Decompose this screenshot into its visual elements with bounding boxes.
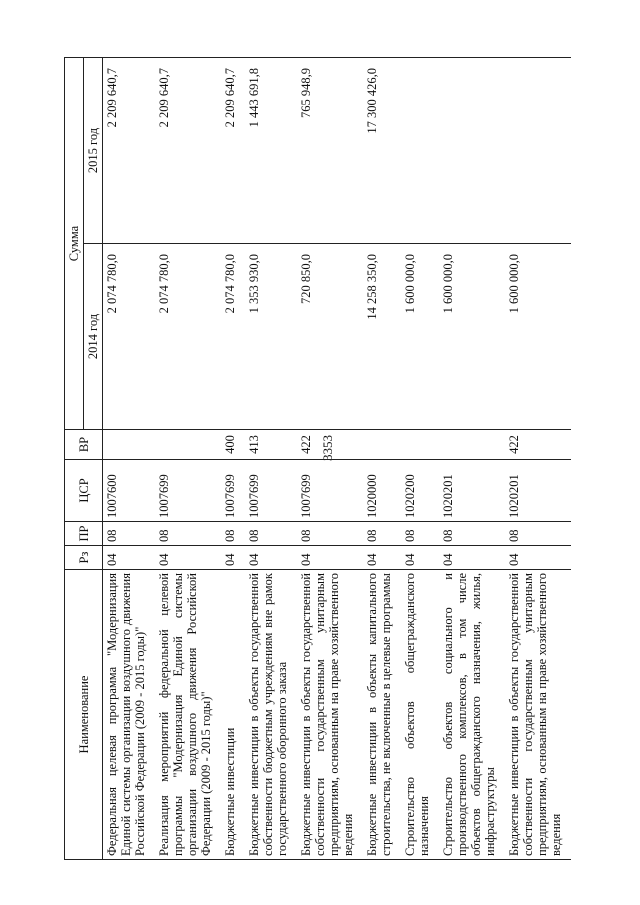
row-pr: 08 [221,522,245,546]
row-csr: 1020000 [363,460,401,522]
row-csr: 1007600 [103,460,156,522]
row-sum-2014: 14 258 350,0 [363,244,401,430]
row-csr: 1020200 [401,460,439,522]
row-rz: 04 [439,546,505,570]
row-sum-2014: 720 850,0 [297,244,363,430]
row-name: Строительство объектов социального и производственного комплексов, в том числе объектов общегражданского назначения, жилья, инфраструктуры [439,570,505,860]
row-name: Бюджетные инвестиции в объекты государственной собственности бюджетным учреждениям вне рамок государственного оборонного заказа [245,570,297,860]
row-pr: 08 [103,522,156,546]
table-row [297,58,363,860]
table-row [401,58,439,860]
row-csr: 1020201 [505,460,571,522]
row-sum-2015 [505,58,571,244]
row-vr: 400 [221,430,245,460]
table-row [363,58,401,860]
row-sum-2014: 2 074 780,0 [155,244,221,430]
table-row [439,58,505,860]
row-sum-2015 [401,58,439,244]
row-sum-2015: 2 209 640,7 [103,58,156,244]
row-name: Бюджетные инвестиции в объекты государственной собственности государственным унитарным предприятиям, основанным на праве хозяйственного ведения [297,570,363,860]
page-number: 3353 [320,435,335,461]
row-pr: 08 [439,522,505,546]
table-row [103,58,156,860]
row-sum-2015: 2 209 640,7 [155,58,221,244]
header-vr: ВР [65,430,103,460]
row-vr [401,430,439,460]
header-csr: ЦСР [65,460,103,522]
row-pr: 08 [363,522,401,546]
table-row [155,58,221,860]
header-sum: Сумма [65,58,84,430]
row-vr: 413 [245,430,297,460]
row-sum-2015: 2 209 640,7 [221,58,245,244]
header-name: Наименование [65,570,103,860]
row-sum-2015 [439,58,505,244]
row-sum-2015: 17 300 426,0 [363,58,401,244]
row-vr [103,430,156,460]
row-sum-2014: 1 353 930,0 [245,244,297,430]
row-name: Реализация мероприятий федеральной целевой программы "Модернизация Единой системы организации воздушного движения Российской Федерации (2009 - 2015 годы)" [155,570,221,860]
row-rz: 04 [505,546,571,570]
row-csr: 1007699 [221,460,245,522]
row-name: Федеральная целевая программа "Модернизация Единой системы организации воздушного движения Российской Федерации (2009 - 2015 годы)" [103,570,156,860]
row-sum-2014: 1 600 000,0 [505,244,571,430]
row-rz: 04 [401,546,439,570]
row-sum-2014: 1 600 000,0 [439,244,505,430]
row-name: Бюджетные инвестиции в объекты государственной собственности государственным унитарным предприятиям, основанным на праве хозяйственного ведения [505,570,571,860]
row-pr: 08 [401,522,439,546]
row-name: Бюджетные инвестиции в объекты капитального строительства, не включенные в целевые программы [363,570,401,860]
row-vr: 422 [505,430,571,460]
row-rz: 04 [103,546,156,570]
row-pr: 08 [245,522,297,546]
row-rz: 04 [363,546,401,570]
row-csr: 1020201 [439,460,505,522]
header-2015: 2015 год [84,58,103,244]
row-pr: 08 [155,522,221,546]
row-sum-2014: 2 074 780,0 [221,244,245,430]
row-name: Бюджетные инвестиции [221,570,245,860]
row-sum-2015: 765 948,9 [297,58,363,244]
table-row [505,58,571,860]
row-sum-2015: 1 443 691,8 [245,58,297,244]
row-rz: 04 [245,546,297,570]
table-row [245,58,297,860]
row-vr [155,430,221,460]
row-csr: 1007699 [297,460,363,522]
row-sum-2014: 2 074 780,0 [103,244,156,430]
row-name: Строительство объектов общегражданского назначения [401,570,439,860]
table-row [221,58,245,860]
row-csr: 1007699 [245,460,297,522]
row-vr: 422 [297,430,363,460]
row-pr: 08 [505,522,571,546]
rotated-page [64,58,563,860]
row-vr [439,430,505,460]
header-pr: ПР [65,522,103,546]
row-vr [363,430,401,460]
budget-table [64,57,571,860]
row-rz: 04 [155,546,221,570]
row-sum-2014: 1 600 000,0 [401,244,439,430]
row-csr: 1007699 [155,460,221,522]
row-pr: 08 [297,522,363,546]
row-rz: 04 [221,546,245,570]
row-rz: 04 [297,546,363,570]
header-2014: 2014 год [84,244,103,430]
header-rz: Рз [65,546,103,570]
